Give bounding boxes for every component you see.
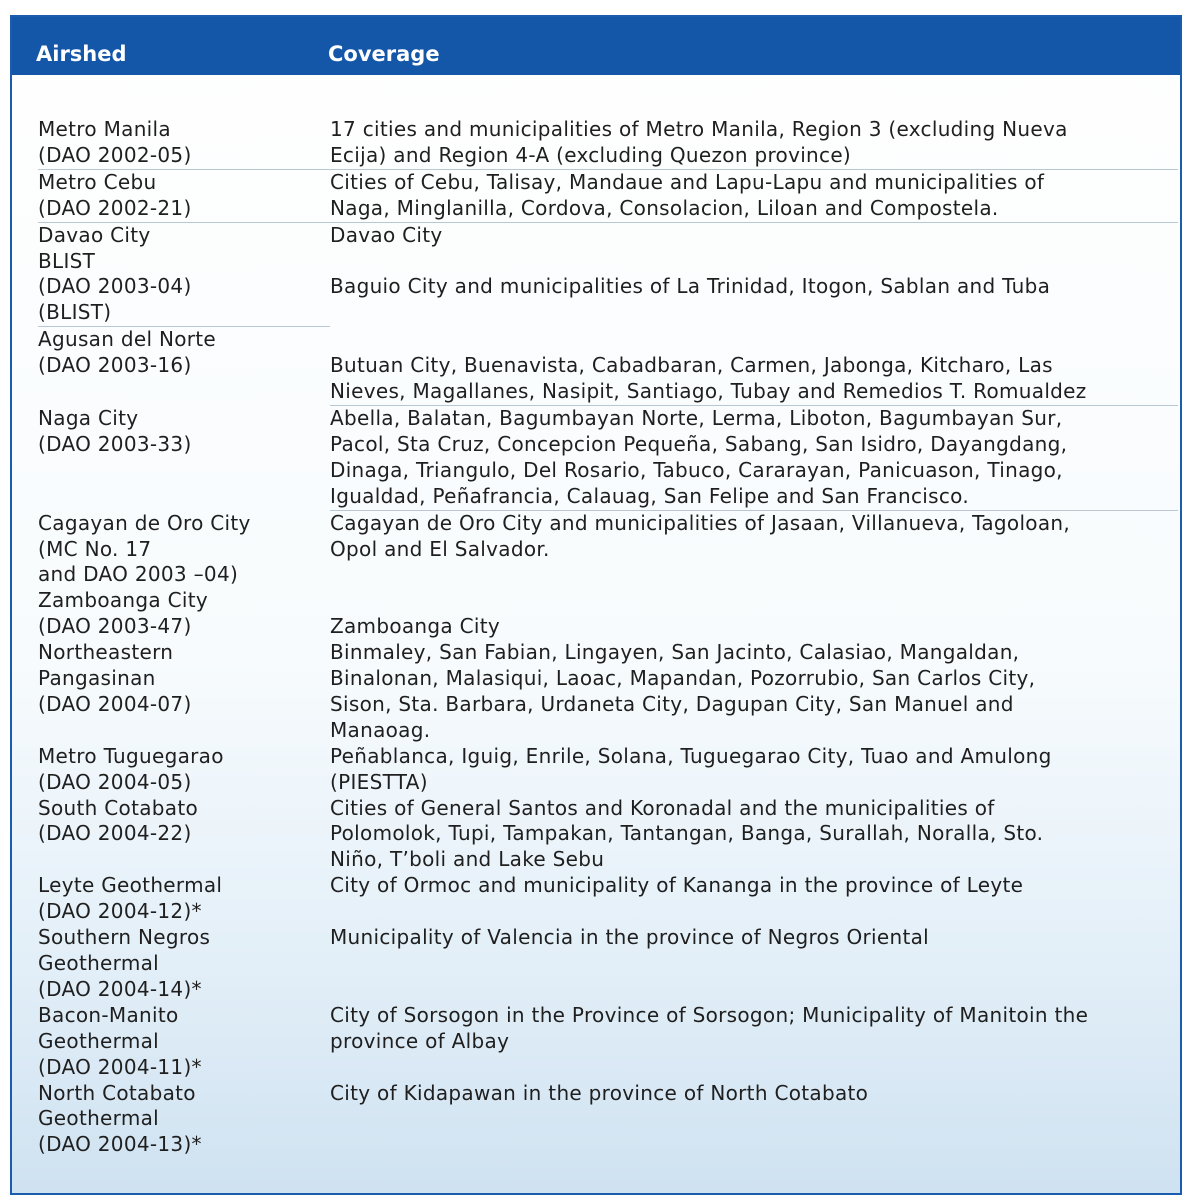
coverage-cell: Zamboanga City [330, 614, 501, 639]
header-coverage: Coverage [328, 42, 440, 66]
airshed-cell: North Cotabato Geothermal (DAO 2004-13)* [38, 1080, 202, 1157]
airshed-cell: Leyte Geothermal (DAO 2004-12)* [38, 873, 223, 924]
coverage-cell: Binmaley, San Fabian, Lingayen, San Jacinto, Calasiao, Mangaldan, Binalonan, Malasiqui, Laoac, Mapandan, Pozorrubio, San Carlos City, Sison, Sta. Barbara, Urdaneta City, Dagupan City, San Manuel and Manaoag. [330, 640, 1036, 742]
coverage-cell: City of Ormoc and municipality of Kananga in the province of Leyte [330, 873, 1024, 898]
coverage-cell: Cities of General Santos and Koronadal and the municipalities of Polomolok, Tupi, Tampakan, Tantangan, Banga, Surallah, Noralla, Sto. Niño, T’boli and Lake Sebu [330, 795, 1044, 872]
airshed-cell: Metro Tuguegarao (DAO 2004-05) [38, 743, 224, 794]
airshed-cell: Zamboanga City (DAO 2003-47) [38, 588, 209, 639]
table-row [38, 327, 1178, 406]
airshed-table [38, 117, 1178, 1158]
airshed-table-panel [10, 15, 1182, 1195]
table-row [38, 1003, 1178, 1081]
table-row [38, 170, 1178, 223]
table-row [38, 406, 1178, 511]
coverage-cell: City of Kidapawan in the province of North Cotabato [330, 1080, 869, 1105]
table-row [38, 117, 1178, 170]
table-row [38, 588, 1178, 640]
airshed-cell: Bacon-Manito Geothermal (DAO 2004-11)* [38, 1002, 202, 1079]
coverage-cell: Cagayan de Oro City and municipalities of Jasaan, Villanueva, Tagoloan, Opol and El Salvador. [330, 510, 1071, 561]
table-row [38, 796, 1178, 874]
coverage-cell: Cities of Cebu, Talisay, Mandaue and Lapu-Lapu and municipalities of Naga, Minglanilla, Cordova, Consolacion, Liloan and Compostela. [330, 170, 1178, 223]
table-row [38, 640, 1178, 744]
table-row [38, 249, 1178, 328]
table-row [38, 873, 1178, 925]
airshed-cell: Northeastern Pangasinan (DAO 2004-07) [38, 640, 192, 716]
airshed-cell: South Cotabato (DAO 2004-22) [38, 795, 199, 846]
table-row [38, 744, 1178, 796]
airshed-cell: Agusan del Norte (DAO 2003-16) [38, 327, 217, 378]
coverage-cell: Peñablanca, Iguig, Enrile, Solana, Tuguegarao City, Tuao and Amulong (PIESTTA) [330, 743, 1052, 794]
airshed-cell: Naga City (DAO 2003-33) [38, 405, 192, 456]
coverage-cell: Davao City [330, 222, 443, 247]
coverage-cell: 17 cities and municipalities of Metro Manila, Region 3 (excluding Nueva Ecija) and Region 4-A (excluding Quezon province) [330, 117, 1178, 170]
coverage-cell: Municipality of Valencia in the province of Negros Oriental [330, 925, 929, 950]
airshed-cell: Metro Manila (DAO 2002-05) [38, 117, 330, 170]
coverage-cell: City of Sorsogon in the Province of Sorsogon; Municipality of Manitoin the province of Albay [330, 1002, 1089, 1053]
table-row [38, 1081, 1178, 1159]
airshed-cell: Cagayan de Oro City (MC No. 17 and DAO 2003 –04) [38, 510, 251, 587]
airshed-cell: BLIST (DAO 2003-04) (BLIST) [38, 249, 330, 328]
table-header [12, 17, 1180, 75]
coverage-cell: Baguio City and municipalities of La Trinidad, Itogon, Sablan and Tuba [330, 274, 1051, 299]
table-row [38, 511, 1178, 589]
table-row [38, 925, 1178, 1003]
header-airshed: Airshed [36, 42, 127, 66]
airshed-cell: Southern Negros Geothermal (DAO 2004-14)* [38, 925, 211, 1001]
airshed-cell: Metro Cebu (DAO 2002-21) [38, 170, 330, 223]
coverage-cell: Abella, Balatan, Bagumbayan Norte, Lerma, Liboton, Bagumbayan Sur, Pacol, Sta Cruz, Concepcion Pequeña, Sabang, San Isidro, Dayangdang, Dinaga, Triangulo, Del Rosario, Tabuco, Cararayan, Panicuason, Tinago, Igualdad, Peñafrancia, Calauag, San Felipe and San Francisco. [330, 406, 1178, 511]
airshed-cell: Davao City [38, 222, 151, 247]
coverage-cell: Butuan City, Buenavista, Cabadbaran, Carmen, Jabonga, Kitcharo, Las Nieves, Magallanes, Nasipit, Santiago, Tubay and Remedios T. Romualdez [330, 327, 1178, 406]
table-row [38, 223, 1178, 249]
